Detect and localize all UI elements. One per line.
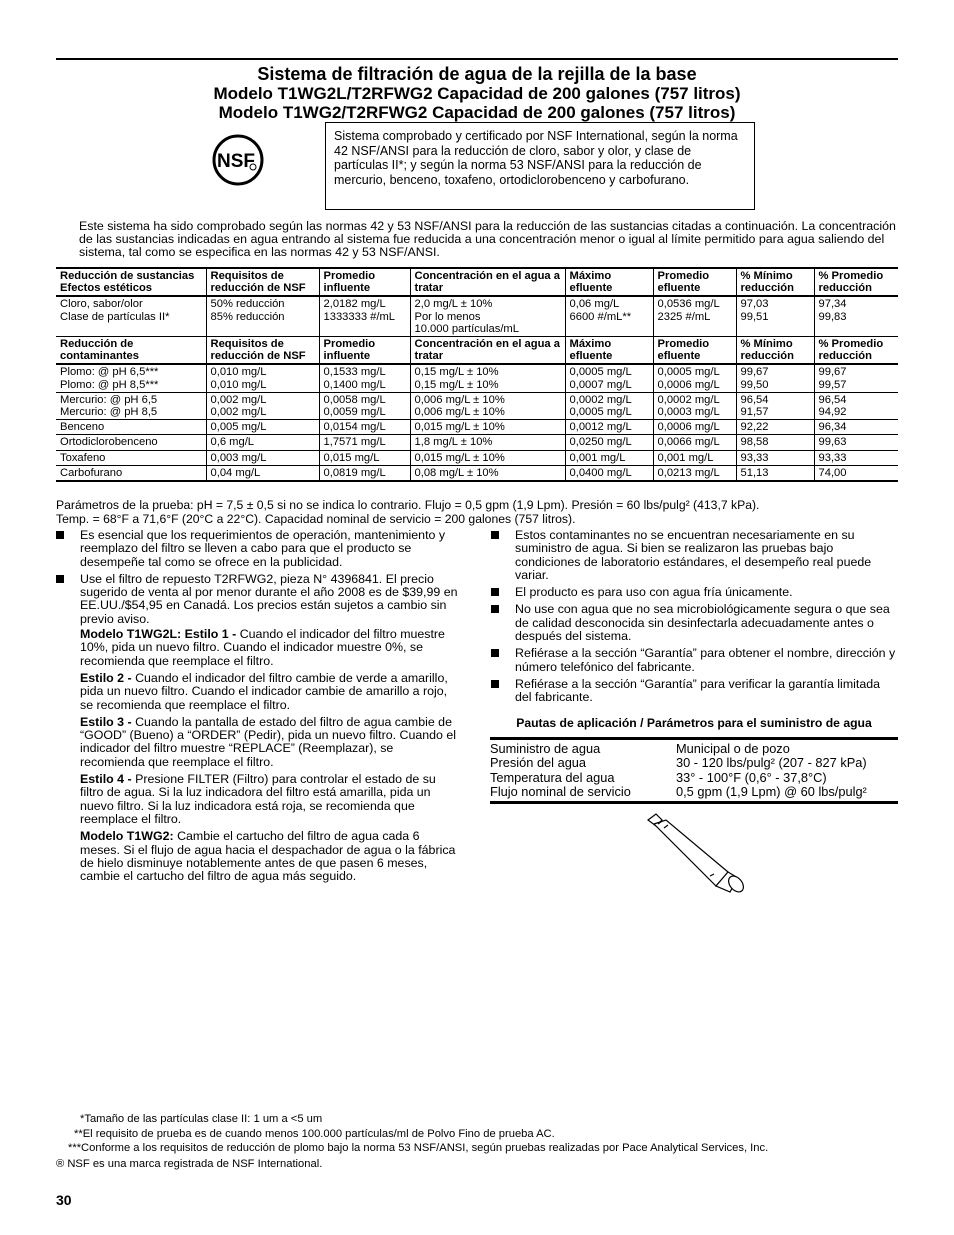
table-cell: 0,0005 mg/L 0,0007 mg/L — [565, 364, 653, 392]
table-row — [56, 435, 898, 450]
table-cell: 0,08 mg/L ± 10% — [410, 465, 565, 481]
table-cell: 97,34 99,83 — [814, 296, 898, 336]
table-cell: 0,0154 mg/L — [319, 420, 410, 435]
page-number: 30 — [56, 1192, 72, 1208]
bullet-square-icon — [56, 575, 64, 583]
table-cell: 99,63 — [814, 435, 898, 450]
style-1-paragraph: Modelo T1WG2L: Estilo 1 - Cuando el indicador del filtro muestre 10%, pida un nuevo filtro. Cuando el indicador muestre 0%, se recomienda que reemplace el filtro. — [80, 627, 445, 668]
table-cell: % Promedio reducción — [814, 337, 898, 365]
bullet-square-icon — [56, 531, 64, 539]
table-cell: Plomo: @ pH 6,5*** Plomo: @ pH 8,5*** — [56, 364, 206, 392]
table-row — [56, 392, 898, 419]
table-cell: 0,015 mg/L — [319, 450, 410, 465]
table-cell: 0,015 mg/L ± 10% — [410, 420, 565, 435]
table-cell: 74,00 — [814, 465, 898, 481]
table-cell: 0,0002 mg/L 0,0003 mg/L — [653, 392, 736, 419]
subtitle-t1wg2l: Modelo T1WG2L/T2RFWG2 Capacidad de 200 galones (757 litros) — [213, 84, 741, 103]
table-cell: 51,13 — [736, 465, 814, 481]
table-row — [56, 268, 898, 296]
table-cell: 0,010 mg/L 0,010 mg/L — [206, 364, 319, 392]
table-cell: Toxafeno — [56, 450, 206, 465]
table-cell: Requisitos de reducción de NSF — [206, 337, 319, 365]
table-cell: 0,0066 mg/L — [653, 435, 736, 450]
bullet-square-icon — [491, 531, 499, 539]
table-cell: 0,015 mg/L ± 10% — [410, 450, 565, 465]
table-cell: 96,54 94,92 — [814, 392, 898, 419]
nsf-logo-icon — [212, 134, 264, 186]
table-cell: 96,34 — [814, 420, 898, 435]
table-cell: Reducción de sustancias Efectos estéticos — [56, 268, 206, 296]
table-cell: Promedio efluente — [653, 268, 736, 296]
table-cell: 0,06 mg/L 6600 #/mL** — [565, 296, 653, 336]
table-cell: 93,33 — [814, 450, 898, 465]
nsf-logo-text: NSF — [217, 151, 255, 172]
right-column — [491, 529, 898, 709]
filter-cartridge-icon — [640, 812, 750, 896]
subtitle-t1wg2: Modelo T1WG2/T2RFWG2 Capacidad de 200 galones (757 litros) — [218, 103, 736, 122]
intro-paragraph: Este sistema ha sido comprobado según las normas 42 y 53 NSF/ANSI para la reducción de las sustancias citadas a continuación. La concentración de las sustancias indicadas en agua entrando al sistema fue reducida a una concentración menor o igual al límite permitido para agua saliendo del sistema, tal como se especifica en las normas 42 y 53 NSF/ANSI. — [79, 219, 896, 259]
table-row — [56, 296, 898, 336]
table-row — [56, 420, 898, 435]
list-item: Refiérase a la sección “Garantía” para verificar la garantía limitada del fabricante. — [491, 678, 898, 705]
guide-table — [490, 742, 898, 800]
guide-row: Temperatura del agua 33° - 100°F (0,6° - 37,8°C) — [490, 769, 827, 785]
table-cell: 1,8 mg/L ± 10% — [410, 435, 565, 450]
table-cell: Carbofurano — [56, 465, 206, 481]
table-cell: 98,58 — [736, 435, 814, 450]
table-cell: Promedio influente — [319, 268, 410, 296]
table-cell: 0,15 mg/L ± 10% 0,15 mg/L ± 10% — [410, 364, 565, 392]
table-cell: 0,0006 mg/L — [653, 420, 736, 435]
table-cell: Promedio efluente — [653, 337, 736, 365]
reduction-table — [56, 267, 898, 482]
table-cell: 99,67 99,57 — [814, 364, 898, 392]
table-cell: 0,0002 mg/L 0,0005 mg/L — [565, 392, 653, 419]
test-parameters: Parámetros de la prueba: pH = 7,5 ± 0,5 si no se indica lo contrario. Flujo = 0,5 gpm (1,9 Lpm). Presión = 60 lbs/pulg² (413,7 kPa). Temp. = 68°F a 71,6°F (20°C a 22°C). Capacidad nominal de servicio = 200 galones (757 litros). — [56, 498, 760, 526]
table-cell: 96,54 91,57 — [736, 392, 814, 419]
bullet-square-icon — [491, 605, 499, 613]
table-cell: Mercurio: @ pH 6,5 Mercurio: @ pH 8,5 — [56, 392, 206, 419]
table-row — [56, 364, 898, 392]
table-cell: 0,0819 mg/L — [319, 465, 410, 481]
style-2-paragraph: Estilo 2 - Cuando el indicador del filtro cambie de verde a amarillo, pida un nuevo filtro. Cuando el indicador cambie de amarillo a rojo, se recomienda que reemplace el filtro. — [80, 670, 448, 712]
table-cell: 0,001 mg/L — [653, 450, 736, 465]
table-row — [56, 450, 898, 465]
footnote-2: **El requisito de prueba es de cuando menos 100.000 partículas/ml de Polvo Fino de prueba AC. — [74, 1128, 555, 1140]
table-cell: 0,001 mg/L — [565, 450, 653, 465]
table-cell: 0,006 mg/L ± 10% 0,006 mg/L ± 10% — [410, 392, 565, 419]
guide-top-rule — [490, 737, 898, 740]
table-cell: 50% reducción 85% reducción — [206, 296, 319, 336]
table-cell: 0,0005 mg/L 0,0006 mg/L — [653, 364, 736, 392]
table-cell: 97,03 99,51 — [736, 296, 814, 336]
table-cell: 0,0213 mg/L — [653, 465, 736, 481]
table-cell: Concentración en el agua a tratar — [410, 268, 565, 296]
style-3-paragraph: Estilo 3 - Cuando la pantalla de estado del filtro de agua cambie de “GOOD” (Bueno) a “ORDER” (Pedir), pida un nuevo filtro. Cuando el indicador del filtro muestre “REPLACE” (Reemplazar), se recomienda que reemplace el filtro. — [80, 714, 456, 769]
style-4-paragraph: Estilo 4 - Presione FILTER (Filtro) para controlar el estado de su filtro de agua. Si la luz indicadora del filtro está amarilla, pida un nuevo filtro. Si la luz indicadora está roja, se recomienda que reemplace el filtro. — [80, 772, 436, 826]
list-item: Estos contaminantes no se encuentran necesariamente en su suministro de agua. Si bien se realizaron las pruebas bajo condiciones de laboratorio estándares, el desempeño real puede variar. — [491, 529, 898, 582]
table-cell: 2,0182 mg/L 1333333 #/mL — [319, 296, 410, 336]
table-cell: Concentración en el agua a tratar — [410, 337, 565, 365]
footnote-1: *Tamaño de las partículas clase II: 1 um a <5 um — [80, 1113, 323, 1125]
table-cell: 1,7571 mg/L — [319, 435, 410, 450]
table-cell: 0,0400 mg/L — [565, 465, 653, 481]
table-cell: 0,002 mg/L 0,002 mg/L — [206, 392, 319, 419]
table-cell: Reducción de contaminantes — [56, 337, 206, 365]
table-cell: Requisitos de reducción de NSF — [206, 268, 319, 296]
bullet-square-icon — [491, 649, 499, 657]
page-title: Sistema de filtración de agua de la rejilla de la base — [257, 64, 697, 84]
table-cell: 93,33 — [736, 450, 814, 465]
table-cell: 92,22 — [736, 420, 814, 435]
table-cell: 0,005 mg/L — [206, 420, 319, 435]
table-row — [56, 337, 898, 365]
table-cell: 0,0536 mg/L 2325 #/mL — [653, 296, 736, 336]
table-cell: 0,6 mg/L — [206, 435, 319, 450]
table-cell: % Mínimo reducción — [736, 268, 814, 296]
list-item: Es esencial que los requerimientos de operación, mantenimiento y reemplazo del filtro se lleven a cabo para que el producto se desempeñe tal como se ofrece en la publicidad. — [56, 529, 461, 569]
bullet-square-icon — [491, 680, 499, 688]
list-item: Use el filtro de repuesto T2RFWG2, pieza N° 4396841. El precio sugerido de venta al por menor durante el año 2008 es de $39,99 en EE.UU./$54,95 en Canadá. Los precios están sujetos a cambio sin previo aviso. — [56, 573, 461, 626]
table-cell: Promedio influente — [319, 337, 410, 365]
left-column — [56, 529, 461, 887]
nsf-certification-box: Sistema comprobado y certificado por NSF International, según la norma 42 NSF/ANSI para la reducción de cloro, sabor y olor, y clase de partículas II*; y según la norma 53 NSF/ANSI para la reducción de mercurio, benceno, toxafeno, ortodiclorobenceno y carbofurano. — [325, 122, 755, 210]
table-cell: Máximo efluente — [565, 337, 653, 365]
footnote-4: ® NSF es una marca registrada de NSF International. — [56, 1158, 323, 1170]
model-t1wg2-paragraph: Modelo T1WG2: Cambie el cartucho del filtro de agua cada 6 meses. Si el flujo de agua hacia el despachador de agua o la fábrica de hielo disminuye notablemente antes de que pasen 6 meses, cambie el cartucho del filtro de agua más seguido. — [80, 829, 456, 884]
table-cell: 0,0058 mg/L 0,0059 mg/L — [319, 392, 410, 419]
table-cell: 0,0012 mg/L — [565, 420, 653, 435]
table-cell: Cloro, sabor/olor Clase de partículas II* — [56, 296, 206, 336]
table-cell: Ortodiclorobenceno — [56, 435, 206, 450]
guide-row: Presión del agua 30 - 120 lbs/pulg² (207 - 827 kPa) — [490, 755, 867, 771]
table-cell: Máximo efluente — [565, 268, 653, 296]
table-cell: % Mínimo reducción — [736, 337, 814, 365]
table-cell: 0,1533 mg/L 0,1400 mg/L — [319, 364, 410, 392]
list-item: No use con agua que no sea microbiológicamente segura o que sea de calidad desconocida sin desinfectarla adecuadamente antes o después del sistema. — [491, 603, 898, 643]
guide-row: Flujo nominal de servicio 0,5 gpm (1,9 Lpm) @ 60 lbs/pulg² — [490, 784, 867, 800]
table-cell: 0,003 mg/L — [206, 450, 319, 465]
table-row — [56, 465, 898, 481]
list-item: El producto es para uso con agua fría únicamente. — [491, 586, 898, 599]
table-cell: 99,67 99,50 — [736, 364, 814, 392]
table-cell: 0,0250 mg/L — [565, 435, 653, 450]
bullet-square-icon — [491, 588, 499, 596]
list-item: Refiérase a la sección “Garantía” para obtener el nombre, dirección y número telefónico del fabricante. — [491, 647, 898, 674]
table-cell: 0,04 mg/L — [206, 465, 319, 481]
guide-title: Pautas de aplicación / Parámetros para el suministro de agua — [516, 716, 872, 730]
footnote-3: ***Conforme a los requisitos de reducción de plomo bajo la norma 53 NSF/ANSI, según pruebas realizadas por Pace Analytical Services, Inc. — [68, 1142, 769, 1154]
table-cell: % Promedio reducción — [814, 268, 898, 296]
guide-bottom-rule — [490, 801, 898, 804]
guide-row: Suministro de agua Municipal o de pozo — [490, 741, 790, 756]
table-cell: Benceno — [56, 420, 206, 435]
table-cell: 2,0 mg/L ± 10% Por lo menos 10.000 partículas/mL — [410, 296, 565, 336]
top-rule — [56, 58, 898, 60]
